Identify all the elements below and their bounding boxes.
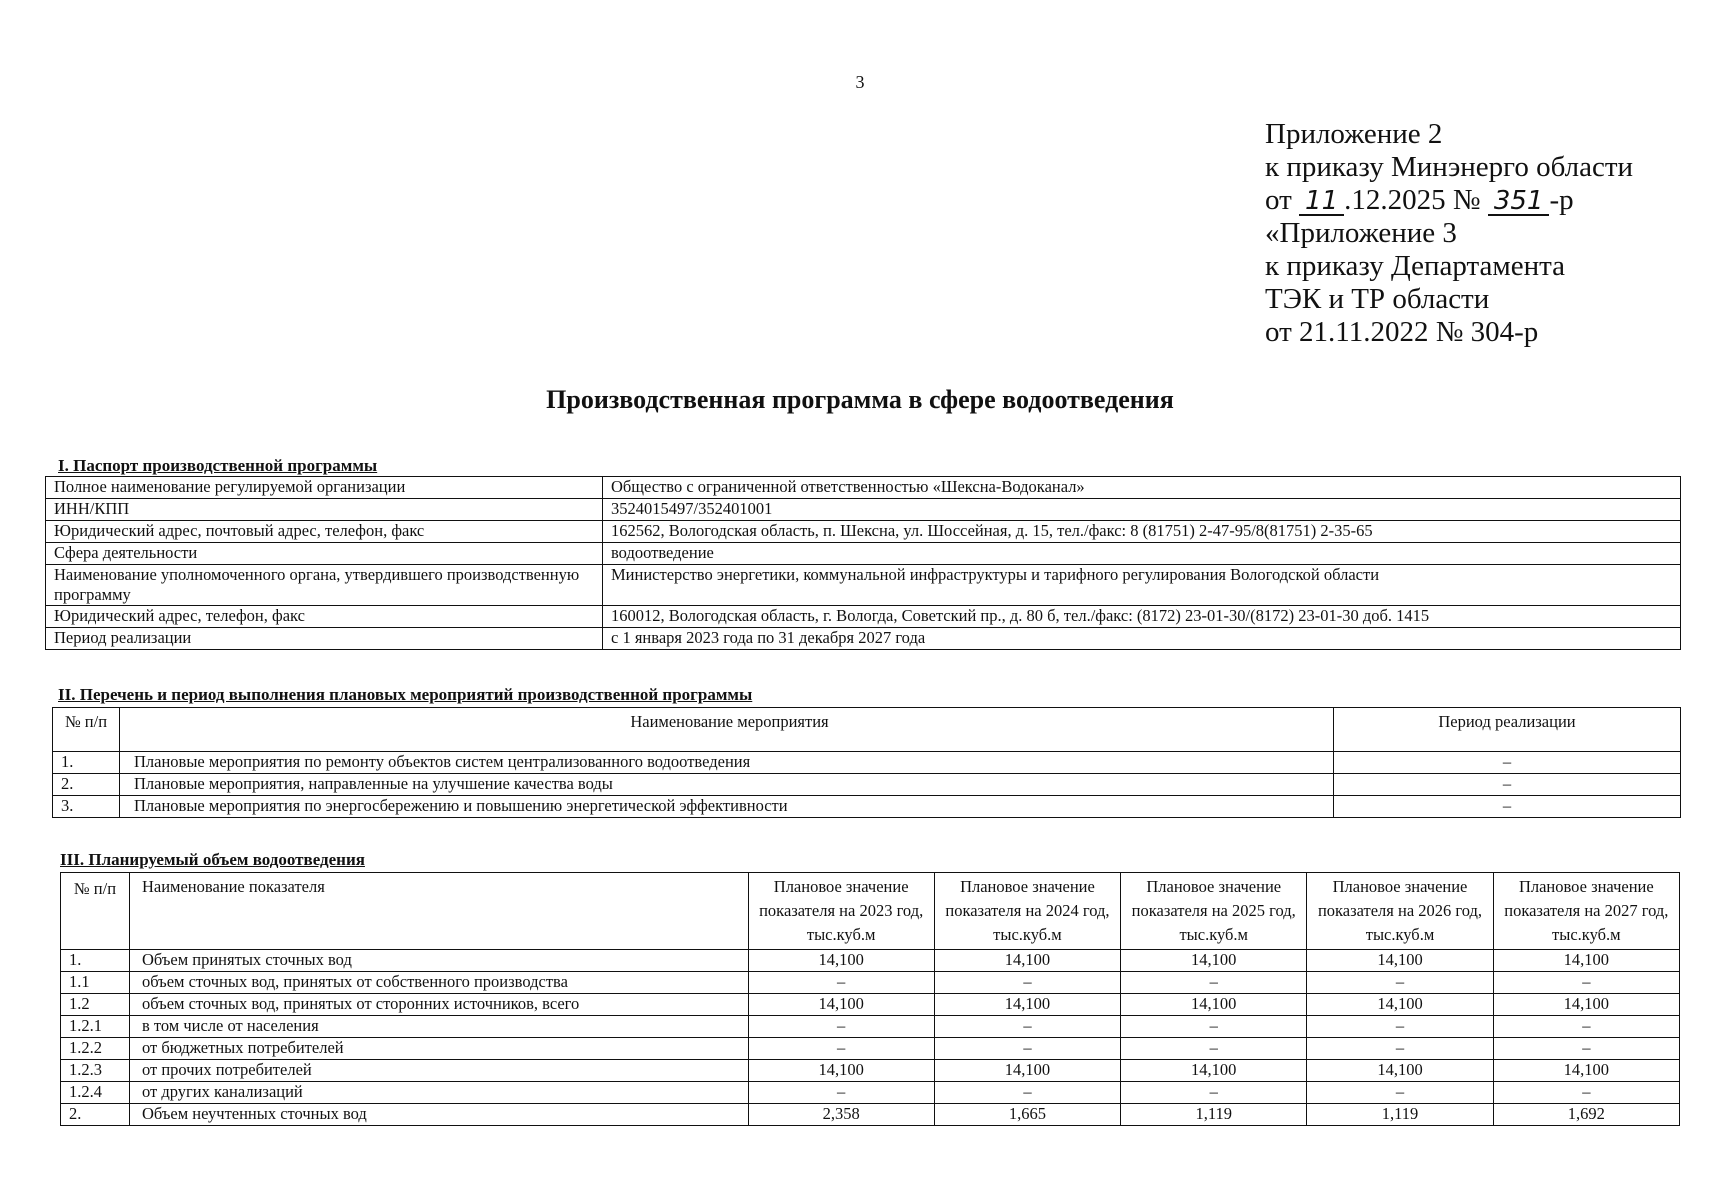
volume-row (61, 1082, 1680, 1104)
volume-value: 14,100 (748, 994, 934, 1016)
volume-value: – (1307, 1082, 1493, 1104)
passport-row (46, 477, 1681, 499)
appendix-line: Приложение 2 (1265, 118, 1443, 150)
col-num-header: № п/п (53, 708, 120, 752)
passport-label: Юридический адрес, почтовый адрес, телефон, факс (46, 521, 603, 543)
volume-value: 14,100 (748, 1060, 934, 1082)
activity-num: 3. (53, 796, 120, 818)
volume-value: 14,100 (1121, 1060, 1307, 1082)
handwritten-day: 11 (1299, 188, 1344, 216)
volume-indicator: от бюджетных потребителей (129, 1038, 748, 1060)
volume-value: 14,100 (1121, 950, 1307, 972)
volume-value: 14,100 (1307, 1060, 1493, 1082)
appendix-line: к приказу Минэнерго области (1265, 151, 1634, 183)
volume-value: 1,692 (1493, 1104, 1679, 1126)
volume-indicator: объем сточных вод, принятых от собственного производства (129, 972, 748, 994)
passport-row (46, 606, 1681, 628)
volume-table (60, 872, 1680, 1126)
appendix-date: .12.2025 № (1344, 184, 1481, 216)
volume-value: 14,100 (934, 994, 1120, 1016)
volume-indicator: от прочих потребителей (129, 1060, 748, 1082)
passport-label: ИНН/КПП (46, 499, 603, 521)
volume-num: 1.1 (61, 972, 130, 994)
activity-num: 2. (53, 774, 120, 796)
passport-value: 3524015497/352401001 (603, 499, 1681, 521)
volume-row (61, 1016, 1680, 1038)
appendix-prefix: от (1265, 184, 1292, 216)
section2-heading: II. Перечень и период выполнения плановых мероприятий производственной программы (58, 685, 753, 704)
passport-label: Сфера деятельности (46, 543, 603, 565)
volume-num: 1.2 (61, 994, 130, 1016)
volume-value: – (748, 1082, 934, 1104)
appendix-line: к приказу Департамента (1265, 250, 1566, 282)
passport-value: 162562, Вологодская область, п. Шексна, ул. Шоссейная, д. 15, тел./факс: 8 (81751) 2-47-95/8(81751) 2-35-65 (603, 521, 1681, 543)
activity-period: – (1334, 774, 1681, 796)
volume-row (61, 994, 1680, 1016)
volume-value: 2,358 (748, 1104, 934, 1126)
activity-num: 1. (53, 752, 120, 774)
appendix-line: «Приложение 3 (1265, 217, 1457, 249)
volume-value: – (934, 1016, 1120, 1038)
passport-value: с 1 января 2023 года по 31 декабря 2027 года (603, 628, 1681, 650)
col-indicator-header: Наименование показателя (129, 873, 748, 950)
volume-value: 1,119 (1307, 1104, 1493, 1126)
volume-value: – (1121, 972, 1307, 994)
volume-value: – (1307, 1016, 1493, 1038)
passport-row (46, 499, 1681, 521)
volume-value: – (1493, 1038, 1679, 1060)
volume-indicator: объем сточных вод, принятых от сторонних источников, всего (129, 994, 748, 1016)
volume-value: – (1493, 1082, 1679, 1104)
volume-value: 14,100 (1307, 950, 1493, 972)
volume-value: – (748, 972, 934, 994)
col-year-header: Плановое значение показателя на 2023 год, тыс.куб.м (748, 873, 934, 950)
appendix-line: ТЭК и ТР области (1265, 283, 1490, 315)
passport-label: Наименование уполномоченного органа, утвердившего производственную программу (46, 565, 603, 606)
volume-value: – (934, 972, 1120, 994)
passport-value: Министерство энергетики, коммунальной инфраструктуры и тарифного регулирования Вологодской области (603, 565, 1681, 606)
volume-value: 14,100 (1493, 1060, 1679, 1082)
volume-value: 14,100 (1493, 950, 1679, 972)
passport-row (46, 543, 1681, 565)
volume-value: – (1121, 1082, 1307, 1104)
volume-row (61, 950, 1680, 972)
volume-value: 1,119 (1121, 1104, 1307, 1126)
volume-value: – (748, 1016, 934, 1038)
activity-name: Плановые мероприятия, направленные на улучшение качества воды (120, 774, 1334, 796)
activity-period: – (1334, 796, 1681, 818)
volume-value: 14,100 (934, 1060, 1120, 1082)
col-year-header: Плановое значение показателя на 2026 год, тыс.куб.м (1307, 873, 1493, 950)
volume-value: – (1493, 1016, 1679, 1038)
passport-label: Период реализации (46, 628, 603, 650)
passport-label: Юридический адрес, телефон, факс (46, 606, 603, 628)
volume-value: 14,100 (1307, 994, 1493, 1016)
appendix-line: от 21.11.2022 № 304-р (1265, 316, 1539, 348)
volume-value: – (748, 1038, 934, 1060)
volume-value: 1,665 (934, 1104, 1120, 1126)
appendix-block (1265, 118, 1633, 349)
volume-indicator: Объем принятых сточных вод (129, 950, 748, 972)
volume-row (61, 1060, 1680, 1082)
appendix-order-line (1265, 184, 1633, 217)
activity-period: – (1334, 752, 1681, 774)
volume-value: 14,100 (1121, 994, 1307, 1016)
page-number: 3 (855, 72, 865, 92)
volume-value: 14,100 (934, 950, 1120, 972)
col-year-header: Плановое значение показателя на 2025 год, тыс.куб.м (1121, 873, 1307, 950)
section3-heading: III. Планируемый объем водоотведения (60, 850, 365, 869)
volume-value: – (1307, 972, 1493, 994)
passport-value: 160012, Вологодская область, г. Вологда, Советский пр., д. 80 б, тел./факс: (8172) 23-01-30/(8172) 23-01-30 доб. 1415 (603, 606, 1681, 628)
volume-indicator: от других канализаций (129, 1082, 748, 1104)
passport-label: Полное наименование регулируемой организации (46, 477, 603, 499)
volume-value: – (1307, 1038, 1493, 1060)
volume-indicator: в том числе от населения (129, 1016, 748, 1038)
col-name-header: Наименование мероприятия (120, 708, 1334, 752)
volume-num: 1.2.1 (61, 1016, 130, 1038)
volume-num: 1.2.4 (61, 1082, 130, 1104)
activity-row (53, 796, 1681, 818)
activities-table (52, 707, 1681, 818)
passport-value: водоотведение (603, 543, 1681, 565)
volume-row (61, 1038, 1680, 1060)
passport-table (45, 476, 1681, 650)
passport-row (46, 521, 1681, 543)
passport-row (46, 628, 1681, 650)
volume-value: – (1493, 972, 1679, 994)
appendix-suffix: -р (1549, 184, 1574, 216)
volume-num: 1. (61, 950, 130, 972)
volume-value: – (934, 1082, 1120, 1104)
volume-value: 14,100 (1493, 994, 1679, 1016)
passport-value: Общество с ограниченной ответственностью «Шексна-Водоканал» (603, 477, 1681, 499)
activity-name: Плановые мероприятия по ремонту объектов систем централизованного водоотведения (120, 752, 1334, 774)
volume-num: 2. (61, 1104, 130, 1126)
volume-indicator: Объем неучтенных сточных вод (129, 1104, 748, 1126)
activity-row (53, 774, 1681, 796)
col-year-header: Плановое значение показателя на 2027 год, тыс.куб.м (1493, 873, 1679, 950)
volume-value: – (1121, 1038, 1307, 1060)
volume-value: – (934, 1038, 1120, 1060)
section1-heading: I. Паспорт производственной программы (58, 456, 378, 475)
volume-num: 1.2.2 (61, 1038, 130, 1060)
col-year-header: Плановое значение показателя на 2024 год, тыс.куб.м (934, 873, 1120, 950)
passport-row (46, 565, 1681, 606)
handwritten-number: 351 (1488, 188, 1550, 216)
volume-num: 1.2.3 (61, 1060, 130, 1082)
volume-value: – (1121, 1016, 1307, 1038)
volume-row (61, 1104, 1680, 1126)
activity-row (53, 752, 1681, 774)
col-num-header: № п/п (61, 873, 130, 950)
volume-value: 14,100 (748, 950, 934, 972)
volume-row (61, 972, 1680, 994)
col-period-header: Период реализации (1334, 708, 1681, 752)
document-title: Производственная программа в сфере водоотведения (546, 385, 1174, 414)
activity-name: Плановые мероприятия по энергосбережению и повышению энергетической эффективности (120, 796, 1334, 818)
